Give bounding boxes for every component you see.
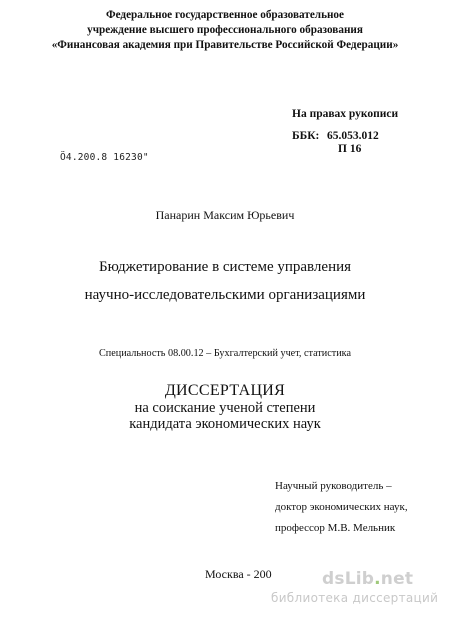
dslib-watermark-logo [322,569,413,589]
manuscript-rights-label: На правах рукописи [292,108,399,120]
bbk-index: П 16 [338,143,362,155]
library-stamp-number: Ӧ4.200.8 16230" [60,152,149,163]
degree-line-1: на соискание ученой степени [134,400,316,416]
institution-header-line-2: учреждение высшего профессионального образования [87,24,363,36]
watermark-logo-tld: net [380,569,414,589]
watermark-subtitle: библиотека диссертаций [271,591,439,605]
bbk-label: ББК: [292,130,320,142]
dissertation-heading: ДИССЕРТАЦИЯ [164,382,286,399]
institution-header-line-3: «Финансовая академия при Правительстве Российской Федерации» [51,39,399,51]
specialty-line: Специальность 08.00.12 – Бухгалтерский учет, статистика [99,348,351,359]
watermark-logo-main: dsLib [322,569,375,589]
degree-line-2: кандидата экономических наук [129,416,321,432]
author-name: Панарин Максим Юрьевич [155,208,295,222]
supervisor-line-2: доктор экономических наук, [275,501,408,513]
supervisor-line-3: профессор М.В. Мельник [275,522,396,534]
watermark-logo-dot: . [374,569,381,589]
city-year: Москва - 200 [205,567,272,581]
institution-header-line-1: Федеральное государственное образовательное [105,9,344,21]
bbk-code: 65.053.012 [327,130,379,142]
dissertation-title-line-2: научно-исследовательскими организациями [84,287,366,303]
supervisor-line-1: Научный руководитель – [275,480,392,492]
dissertation-title-line-1: Бюджетирование в системе управления [98,259,352,275]
